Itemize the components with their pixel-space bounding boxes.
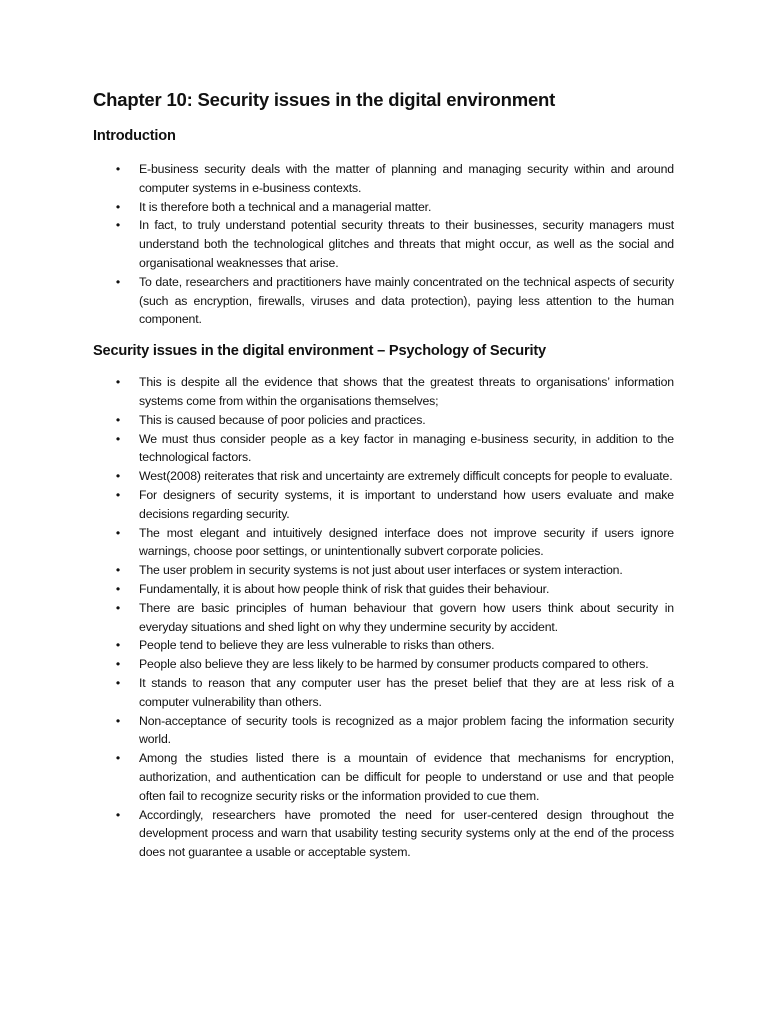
introduction-bullet-list — [93, 160, 674, 329]
bullet-icon: • — [115, 162, 121, 176]
bullet-icon: • — [115, 218, 121, 233]
list-item-text: To date, researchers and practitioners have mainly concentrated on the technical aspects of security (such as encryption, firewalls, viruses and data protection), paying less attention to the human component. — [139, 274, 674, 327]
document-page — [93, 88, 674, 862]
list-item — [93, 486, 674, 524]
list-item — [93, 806, 674, 862]
list-item-text: Non-acceptance of security tools is recognized as a major problem facing the information security world. — [139, 713, 674, 747]
list-item — [93, 655, 674, 674]
bullet-icon: • — [115, 274, 121, 289]
list-item — [93, 599, 674, 637]
list-item-text: Fundamentally, it is about how people think of risk that guides their behaviour. — [139, 581, 550, 596]
list-item — [93, 411, 674, 430]
list-item-text: The most elegant and intuitively designed interface does not improve security if users ignore warnings, choose poor settings, or unintentionally subvert corporate policies. — [139, 525, 674, 559]
list-item — [93, 216, 674, 272]
list-item — [93, 561, 674, 580]
bullet-icon: • — [115, 525, 121, 540]
section-heading-psychology-of-security: Security issues in the digital environment – Psychology of Security — [93, 343, 546, 360]
bullet-icon: • — [115, 657, 121, 672]
list-item-text: This is caused because of poor policies and practices. — [139, 412, 426, 427]
bullet-icon: • — [115, 675, 121, 690]
list-item-text: This is despite all the evidence that shows that the greatest threats to organisations’ information systems come from within the organisations themselves; — [139, 375, 674, 408]
list-item-text: For designers of security systems, it is important to understand how users evaluate and make decisions regarding security. — [139, 487, 674, 521]
bullet-icon: • — [115, 581, 121, 596]
bullet-icon: • — [115, 600, 121, 615]
list-item — [93, 524, 674, 562]
bullet-icon: • — [115, 469, 121, 484]
list-item — [93, 198, 674, 217]
list-item — [93, 712, 674, 750]
bullet-icon: • — [115, 807, 121, 822]
list-item-text: E-business security deals with the matter of planning and managing security within and around computer systems in e-business contexts. — [139, 162, 674, 195]
list-item-text: The user problem in security systems is not just about user interfaces or system interaction. — [139, 563, 623, 578]
list-item — [93, 467, 674, 486]
section-heading-introduction: Introduction — [93, 128, 176, 144]
bullet-icon: • — [115, 412, 121, 427]
bullet-icon: • — [115, 487, 121, 502]
chapter-title: Chapter 10: Security issues in the digital environment — [93, 89, 556, 110]
list-item-text: In fact, to truly understand potential security threats to their businesses, security managers must understand both the technological glitches and threats that might occur, as well as the social and organisational weaknesses that arise. — [139, 218, 674, 270]
bullet-icon: • — [115, 199, 121, 214]
list-item-text: We must thus consider people as a key factor in managing e-business security, in addition to the technological factors. — [139, 431, 674, 465]
list-item-text: People tend to believe they are less vulnerable to risks than others. — [139, 638, 495, 653]
list-item — [93, 373, 674, 411]
bullet-icon: • — [115, 713, 121, 728]
list-item-text: West(2008) reiterates that risk and uncertainty are extremely difficult concepts for people to evaluate. — [139, 469, 673, 484]
list-item — [93, 430, 674, 468]
list-item-text: It stands to reason that any computer user has the preset belief that they are at less risk of a computer vulnerability than others. — [139, 675, 674, 709]
list-item-text: There are basic principles of human behaviour that govern how users think about security in everyday situations and shed light on why they undermine security by accident. — [139, 600, 674, 634]
list-item — [93, 273, 674, 329]
list-item-text: Among the studies listed there is a mountain of evidence that mechanisms for encryption, authorization, and authentication can be difficult for people to understand or use and that people often fail to recognize security risks or the information provided to cue them. — [139, 751, 674, 803]
list-item-text: It is therefore both a technical and a managerial matter. — [139, 199, 432, 214]
list-item — [93, 749, 674, 805]
bullet-icon: • — [115, 375, 121, 390]
list-item — [93, 636, 674, 655]
bullet-icon: • — [115, 638, 121, 653]
list-item — [93, 674, 674, 712]
list-item-text: People also believe they are less likely to be harmed by consumer products compared to others. — [139, 657, 649, 672]
list-item — [93, 160, 674, 198]
psychology-bullet-list — [93, 373, 674, 862]
list-item — [93, 580, 674, 599]
bullet-icon: • — [115, 751, 121, 766]
bullet-icon: • — [115, 563, 121, 578]
list-item-text: Accordingly, researchers have promoted the need for user-centered design throughout the development process and warn that usability testing security systems only at the end of the process does not guarantee a usable or acceptable system. — [139, 807, 674, 860]
bullet-icon: • — [115, 431, 121, 446]
